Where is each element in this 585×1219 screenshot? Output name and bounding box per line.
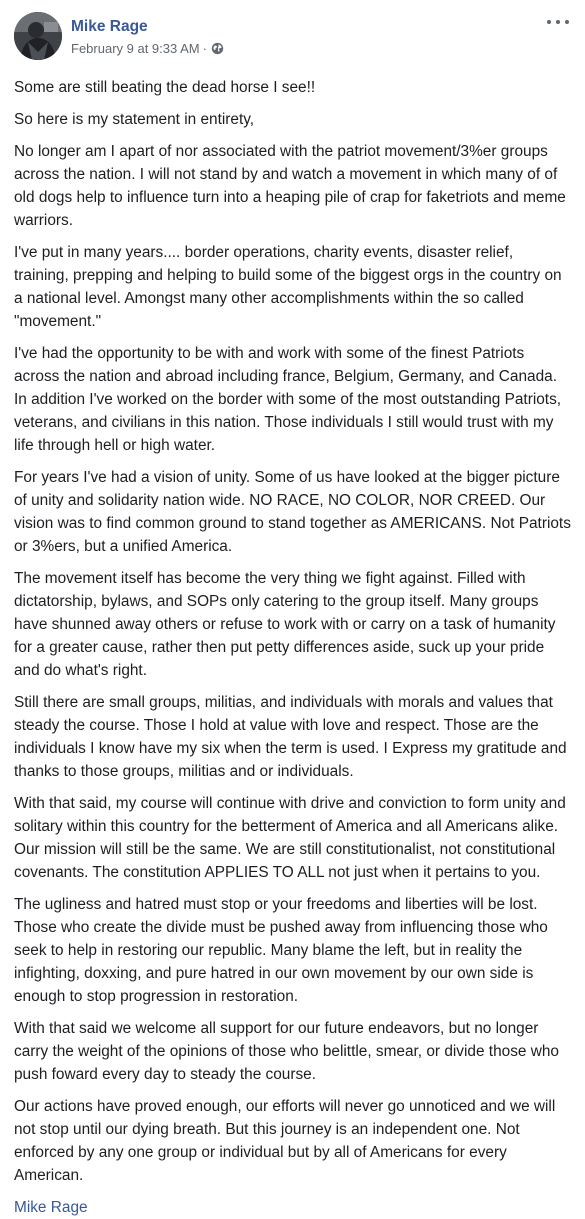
post-paragraph: The ugliness and hatred must stop or your freedoms and liberties will be lost. Those who create the divide must be pushed away from influencing those who seek to help in restoring our republic. Many blame the left, but in reality the infighting, doxxing, and pure hatred in our own movement by our own side is enough to stop progression in restoration. bbox=[14, 896, 548, 1005]
post-paragraph: No longer am I apart of nor associated with the patriot movement/3%er groups across the nation. I will not stand by and watch a movement in which many of of old dogs help to influence turn into a heaping pile of crap for faketriots and meme warriors. bbox=[14, 143, 566, 229]
more-dot bbox=[547, 20, 551, 24]
avatar-image bbox=[14, 12, 62, 60]
post-paragraph: I've had the opportunity to be with and work with some of the finest Patriots across the nation and abroad including france, Belgium, Germany, and Canada. In addition I've worked on the border with some of the most outstanding Patriots, veterans, and civilians in this nation. Those individuals I still would trust with my life through hell or high water. bbox=[14, 345, 562, 454]
more-dot bbox=[565, 20, 569, 24]
post-paragraph: For years I've had a vision of unity. Some of us have looked at the bigger picture of unity and solidarity nation wide. NO RACE, NO COLOR, NOR CREED. Our vision was to find common ground to stand together as AMERICANS. Not Patriots or 3%ers, but a unified America. bbox=[14, 469, 571, 555]
post-meta bbox=[71, 41, 224, 56]
post-paragraph: Some are still beating the dead horse I see!! bbox=[14, 79, 316, 96]
post-header bbox=[14, 12, 571, 62]
more-options-icon[interactable] bbox=[547, 14, 569, 30]
post-author[interactable]: Mike Rage bbox=[71, 18, 148, 35]
post-paragraph: Our actions have proved enough, our efforts will never go unnoticed and we will not stop until our dying breath. But this journey is an independent one. Not enforced by any one group or individual but by all of Americans for every American. bbox=[14, 1098, 556, 1184]
meta-separator: · bbox=[202, 41, 207, 56]
avatar[interactable] bbox=[14, 12, 62, 60]
globe-icon[interactable] bbox=[211, 42, 224, 55]
post-body bbox=[14, 76, 571, 1219]
more-dot bbox=[556, 20, 560, 24]
post-paragraph: Still there are small groups, militias, and individuals with morals and values that steady the course. Those I hold at value with love and respect. Those are the individuals I know have my six when the term is used. I Express my gratitude and thanks to those groups, militias and or individuals. bbox=[14, 694, 567, 780]
post-paragraph: So here is my statement in entirety, bbox=[14, 111, 255, 128]
signature-link[interactable]: Mike Rage bbox=[14, 1199, 88, 1216]
post-paragraph: With that said we welcome all support for our future endeavors, but no longer carry the weight of the opinions of those who belittle, smear, or divide those who push foward every day to steady the course. bbox=[14, 1020, 559, 1083]
post-paragraph: The movement itself has become the very thing we fight against. Filled with dictatorship, bylaws, and SOPs only catering to the group itself. Many groups have shunned away others or refuse to work with or carry on a task of humanity for a greater cause, rather then put petty differences aside, suck up your pride and do what's right. bbox=[14, 570, 556, 679]
post-paragraph: With that said, my course will continue with drive and conviction to form unity and solitary within this country for the betterment of America and all Americans alike. Our mission will still be the same. We are still constitutionalist, not constitutional covenants. The constitution APPLIES TO ALL not just when it pertains to you. bbox=[14, 795, 566, 881]
post-timestamp[interactable]: February 9 at 9:33 AM bbox=[71, 41, 200, 56]
post-paragraph: I've put in many years.... border operations, charity events, disaster relief, training, prepping and helping to build some of the biggest orgs in the country on a national level. Amongst many other accomplishments within the so called "movement." bbox=[14, 244, 562, 330]
